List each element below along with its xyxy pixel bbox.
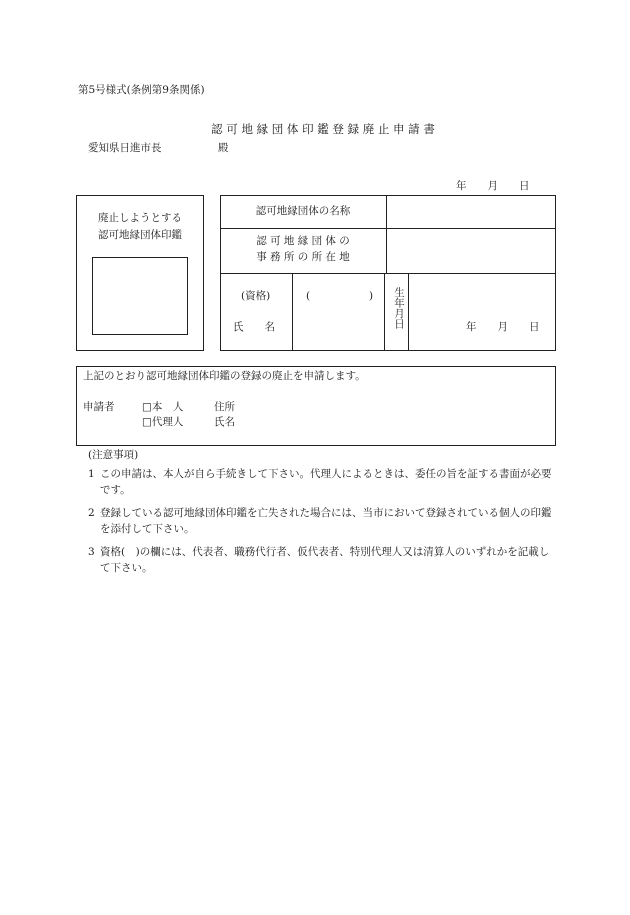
- person-name-label: 氏 名: [233, 321, 275, 333]
- applicant-address-label: 住所: [214, 401, 235, 413]
- applicant-name-label: 氏名: [214, 416, 235, 428]
- note-item: [88, 505, 558, 538]
- seal-caption-line1: 廃止しようとする: [98, 212, 182, 224]
- note-text: この申請は、本人が自ら手続きして下さい。代理人によるときは、委任の旨を証する書面が必要です。: [100, 468, 552, 497]
- qualification-label: (資格): [241, 290, 271, 302]
- notes-heading: (注意事項): [88, 449, 139, 461]
- checkbox-agent[interactable]: □代理人: [142, 416, 184, 428]
- seal-impression-area[interactable]: [92, 257, 188, 335]
- qualification-paren-close: ): [369, 290, 374, 302]
- table-divider: [292, 273, 293, 351]
- note-text: 登録している認可地縁団体印鑑を亡失された場合には、当市において登録されている個人の印鑑を添付して下さい。: [100, 507, 552, 536]
- birth-date-label: 生年月日: [393, 287, 405, 329]
- applicant-address-field[interactable]: [240, 399, 550, 414]
- office-address-label-line2: 事 務 所 の 所 在 地: [256, 251, 350, 263]
- application-date: 年 月 日: [456, 180, 530, 192]
- office-address-field[interactable]: [387, 229, 555, 273]
- declaration-statement: 上記のとおり認可地縁団体印鑑の登録の廃止を申請します。: [83, 370, 366, 382]
- org-name-label: 認可地縁団体の名称: [255, 205, 351, 217]
- note-text: 資格( )の欄には、代表者、職務代行者、仮代表者、特別代理人又は清算人のいずれかを記載して下さい。: [100, 546, 550, 575]
- note-item: [88, 466, 558, 499]
- org-name-field[interactable]: [387, 196, 555, 228]
- note-number: 1: [88, 468, 95, 480]
- applicant-label: 申請者: [83, 401, 115, 413]
- addressee: 愛知県日進市長: [88, 142, 162, 154]
- checkbox-self[interactable]: □本 人: [142, 401, 184, 413]
- note-number: 2: [88, 507, 95, 519]
- qualification-field[interactable]: [313, 288, 367, 304]
- note-item: [88, 544, 558, 577]
- note-number: 3: [88, 546, 95, 558]
- table-divider: [384, 273, 385, 351]
- seal-caption-line2: 認可地縁団体印鑑: [98, 229, 182, 241]
- document-title: 認 可 地 縁 団 体 印 鑑 登 録 廃 止 申 請 書: [211, 122, 435, 136]
- person-name-field[interactable]: [294, 310, 382, 348]
- table-divider: [408, 273, 409, 351]
- birth-date-field[interactable]: 年 月 日: [466, 321, 540, 333]
- applicant-name-field[interactable]: [240, 414, 550, 429]
- addressee-honorific: 殿: [218, 142, 229, 154]
- qualification-paren-open: (: [306, 290, 311, 302]
- form-reference: 第5号様式(条例第9条関係): [78, 84, 205, 96]
- office-address-label-line1: 認 可 地 縁 団 体 の: [256, 235, 350, 247]
- table-divider: [220, 273, 556, 274]
